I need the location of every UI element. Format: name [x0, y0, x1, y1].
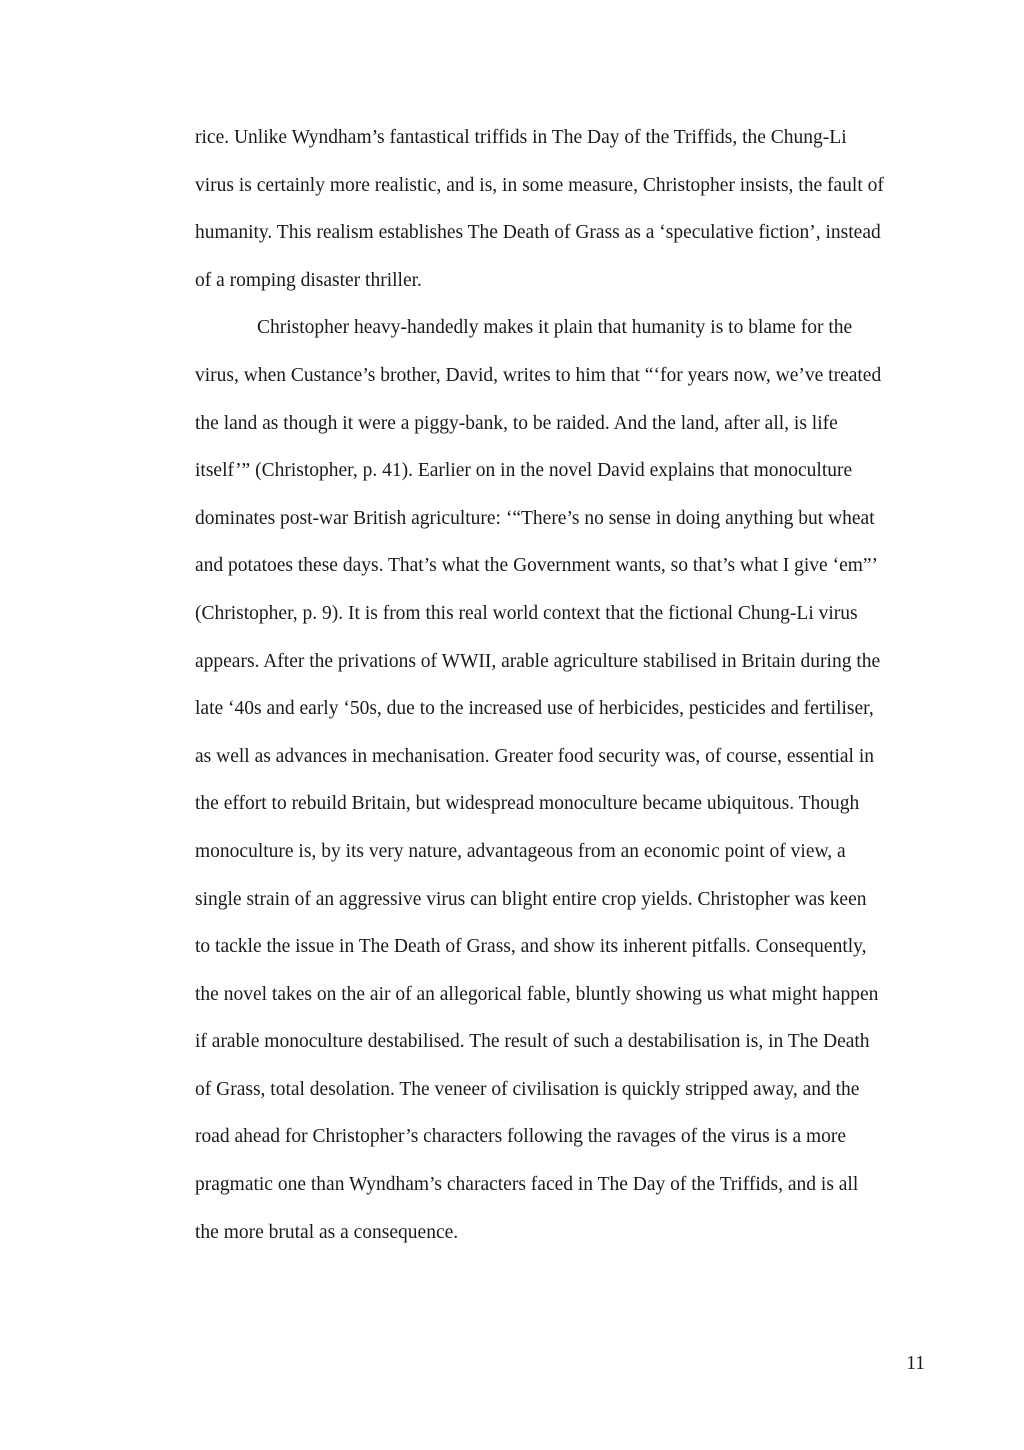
- text-line: the novel takes on the air of an allegorical fable, bluntly showing us what might happen: [195, 983, 879, 1005]
- text-line: rice. Unlike Wyndham’s fantastical triffids in The Day of the Triffids, the Chung-Li: [195, 127, 847, 148]
- text-line: itself’” (Christopher, p. 41). Earlier on in the novel David explains that monoculture: [195, 460, 853, 482]
- text-line: dominates post-war British agriculture: ‘“There’s no sense in doing anything but wheat: [195, 507, 875, 529]
- text-line: of Grass, total desolation. The veneer of civilisation is quickly stripped away, and the: [195, 1078, 860, 1100]
- text-line: the effort to rebuild Britain, but widespread monoculture became ubiquitous. Though: [195, 793, 860, 815]
- text-line: pragmatic one than Wyndham’s characters faced in The Day of the Triffids, and is all: [195, 1174, 859, 1196]
- text-line: single strain of an aggressive virus can blight entire crop yields. Christopher was keen: [195, 888, 867, 910]
- text-line: and potatoes these days. That’s what the Government wants, so that’s what I give ‘em”’: [195, 555, 879, 577]
- text-line: if arable monoculture destabilised. The result of such a destabilisation is, in The Death: [195, 1031, 870, 1053]
- text-line: as well as advances in mechanisation. Greater food security was, of course, essential in: [195, 745, 875, 767]
- text-line: virus is certainly more realistic, and is, in some measure, Christopher insists, the fault of: [195, 174, 884, 196]
- text-line: road ahead for Christopher’s characters following the ravages of the virus is a more: [195, 1126, 847, 1148]
- text-line: (Christopher, p. 9). It is from this real world context that the fictional Chung-Li virus: [195, 602, 858, 624]
- text-line: humanity. This realism establishes The Death of Grass as a ‘speculative fiction’, instead: [195, 222, 881, 244]
- text-line: late ‘40s and early ‘50s, due to the increased use of herbicides, pesticides and fertiliser,: [195, 698, 874, 720]
- page-number: 11: [906, 1353, 925, 1374]
- text-line: monoculture is, by its very nature, advantageous from an economic point of view, a: [195, 840, 846, 862]
- paragraph-start-line: Christopher heavy-handedly makes it plain that humanity is to blame for the: [257, 317, 853, 339]
- body-text: [195, 118, 935, 1260]
- text-line: the more brutal as a consequence.: [195, 1221, 459, 1243]
- text-line: of a romping disaster thriller.: [195, 269, 422, 291]
- text-line: appears. After the privations of WWII, arable agriculture stabilised in Britain during the: [195, 650, 881, 672]
- text-line: to tackle the issue in The Death of Grass, and show its inherent pitfalls. Consequently,: [195, 936, 867, 958]
- text-line: the land as though it were a piggy-bank, to be raided. And the land, after all, is life: [195, 412, 838, 434]
- text-line: virus, when Custance’s brother, David, writes to him that “‘for years now, we’ve treated: [195, 364, 882, 386]
